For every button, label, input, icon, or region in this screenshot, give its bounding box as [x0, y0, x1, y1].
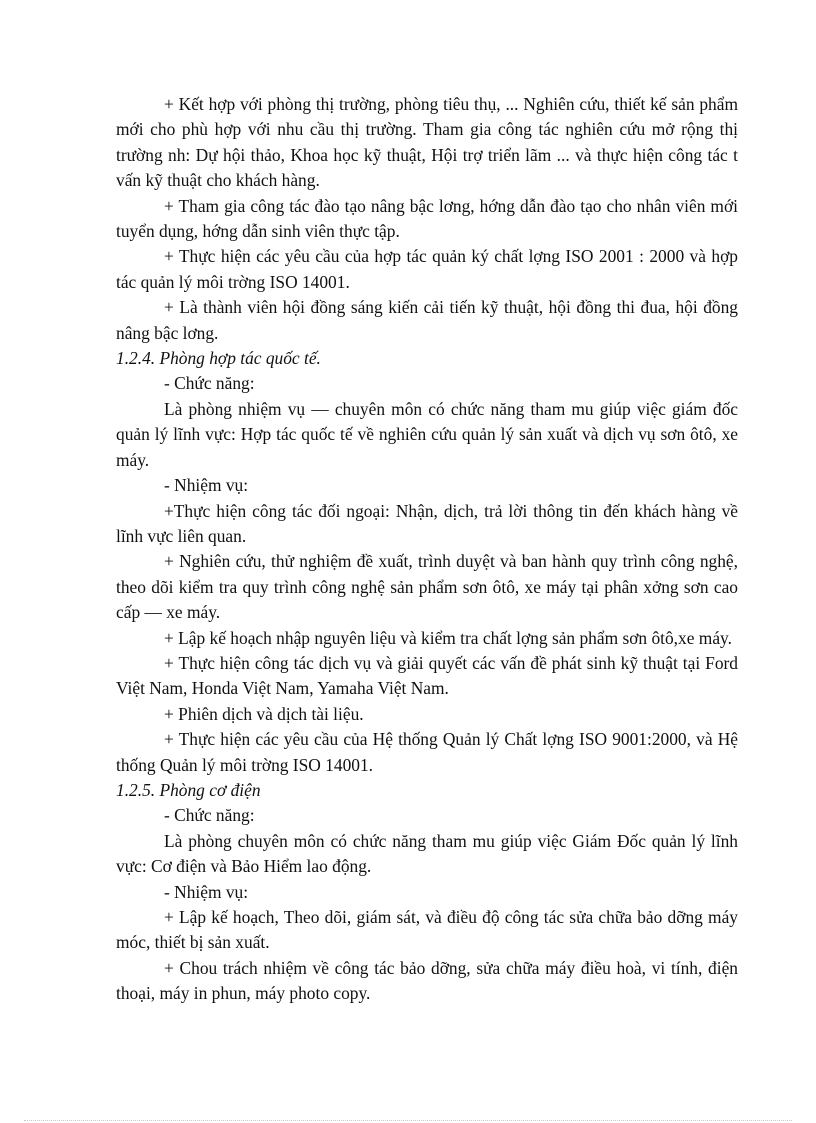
paragraph: + Thực hiện các yêu cầu của Hệ thống Quản lý Chất lợng ISO 9001:2000, và Hệ thống Quản lý môi trờng ISO 14001. — [116, 729, 738, 775]
paragraph: Là phòng chuyên môn có chức năng tham mu giúp việc Giám Đốc quản lý lĩnh vực: Cơ điện và Bảo Hiểm lao động. — [116, 830, 738, 877]
paragraph: - Chức năng: — [164, 373, 255, 394]
paragraph: Là phòng nhiệm vụ — chuyên môn có chức năng tham mu giúp việc giám đốc quản lý lĩnh vực: Hợp tác quốc tế về nghiên cứu quản lý sản xuất và dịch vụ sơn ôtô, xe máy. — [116, 398, 738, 470]
paragraph: + Thực hiện công tác dịch vụ và giải quyết các vấn đề phát sinh kỹ thuật tại Ford Việt Nam, Honda Việt Nam, Yamaha Việt Nam. — [116, 652, 738, 699]
paragraph: + Lập kế hoạch nhập nguyên liệu và kiểm tra chất lợng sản phẩm sơn ôtô,xe máy. — [164, 627, 732, 648]
paragraph: + Kết hợp với phòng thị trường, phòng tiêu thụ, ... Nghiên cứu, thiết kế sản phẩm mới cho phù hợp với nhu cầu thị trường. Tham gia công tác nghiên cứu mở rộng thị trường nh: Dự hội thảo, Khoa học kỹ thuật, Hội trợ triển lãm ... và thực hiện công tác t vấn kỹ thuật cho khách hàng. — [116, 94, 738, 191]
paragraph: - Nhiệm vụ: — [164, 475, 249, 496]
document-page — [116, 92, 738, 1007]
section-heading: 1.2.5. Phòng cơ điện — [116, 779, 261, 800]
paragraph: + Lập kế hoạch, Theo dõi, giám sát, và điều độ công tác sửa chữa bảo dỡng máy móc, thiết bị sản xuất. — [116, 907, 738, 953]
page-bottom-divider — [24, 1120, 792, 1121]
paragraph: + Nghiên cứu, thử nghiệm đề xuất, trình duyệt và ban hành quy trình công nghệ, theo dõi kiểm tra quy trình công nghệ sản phẩm sơn ôtô, xe máy tại phân xởng sơn cao cấp — xe máy. — [116, 551, 738, 623]
paragraph: + Là thành viên hội đồng sáng kiến cải tiến kỹ thuật, hội đồng thi đua, hội đồng nâng bậc lơng. — [116, 297, 738, 343]
paragraph: - Nhiệm vụ: — [164, 881, 249, 902]
paragraph: + Thực hiện các yêu cầu của hợp tác quản ký chất lợng ISO 2001 : 2000 và hợp tác quản lý môi trờng ISO 14001. — [116, 246, 738, 292]
section-heading: 1.2.4. Phòng hợp tác quốc tế. — [116, 348, 321, 369]
paragraph: +Thực hiện công tác đối ngoại: Nhận, dịch, trả lời thông tin đến khách hàng về lĩnh vực liên quan. — [116, 500, 738, 546]
paragraph: - Chức năng: — [164, 805, 255, 826]
paragraph: + Tham gia công tác đào tạo nâng bậc lơng, hớng dẫn đào tạo cho nhân viên mới tuyển dụng, hớng dẫn sinh viên thực tập. — [116, 195, 738, 242]
paragraph: + Chou trách nhiệm về công tác bảo dỡng, sửa chữa máy điều hoà, vi tính, điện thoại, máy in phun, máy photo copy. — [116, 957, 738, 1004]
paragraph: + Phiên dịch và dịch tài liệu. — [164, 703, 364, 724]
